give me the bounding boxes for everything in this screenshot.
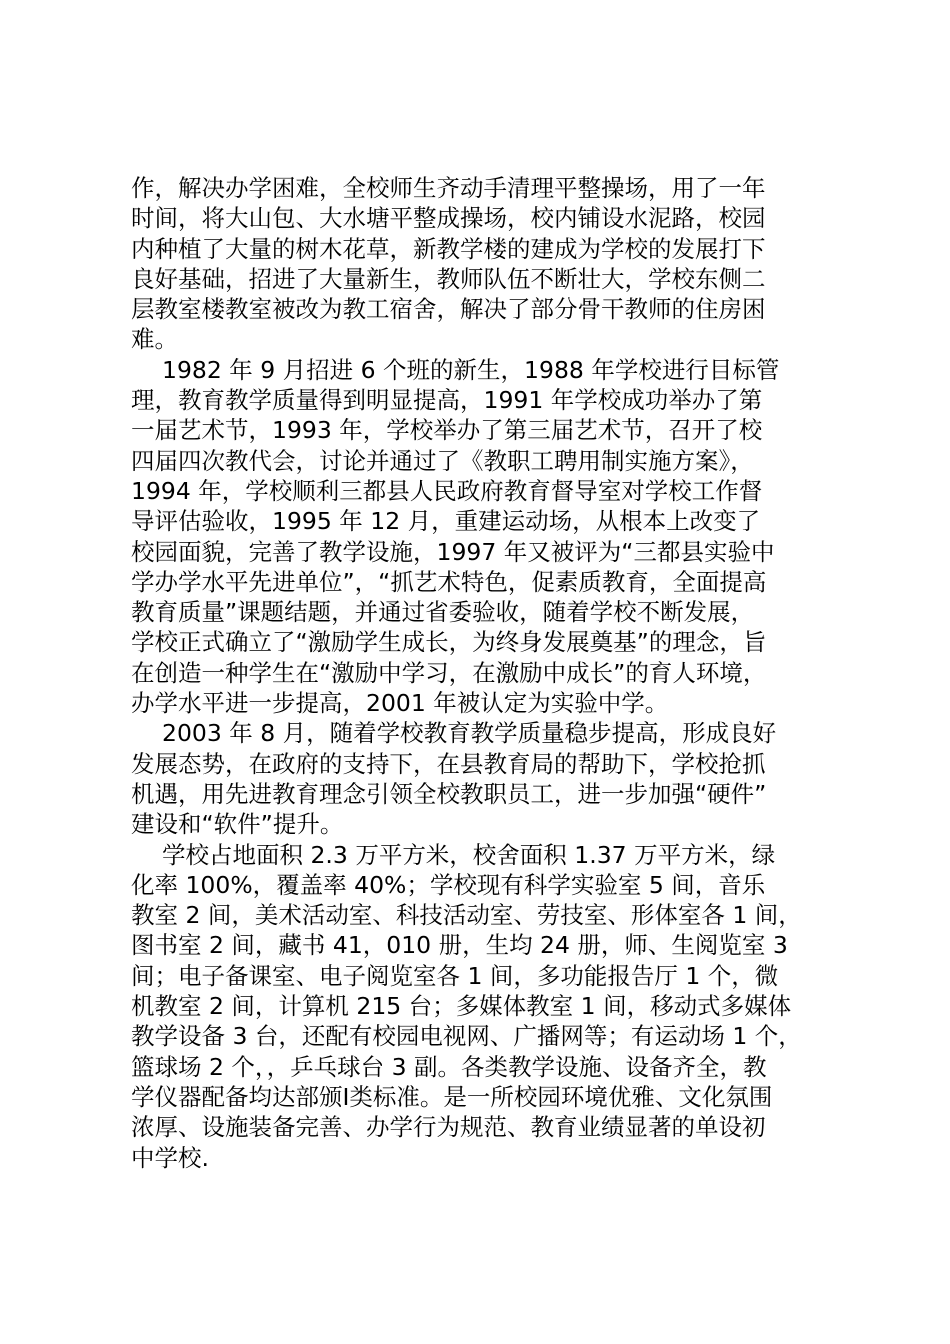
text-line: 学办学水平先进单位”，“抓艺术特色，促素质教育，全面提高 (131, 567, 767, 596)
text-line: 理，教育教学质量得到明显提高，1991 年学校成功举办了第 (131, 386, 763, 415)
text-line: 2003 年 8 月，随着学校教育教学质量稳步提高，形成良好 (162, 719, 777, 748)
text-line: 中学校. (131, 1143, 209, 1172)
text-line: 在创造一种学生在“激励中学习，在激励中成长”的育人环境， (131, 658, 767, 687)
text-line: 间；电子备课室、电子阅览室各 1 间，多功能报告厅 1 个，微 (131, 961, 779, 990)
text-line: 化率 100%，覆盖率 40%；学校现有科学实验室 5 间，音乐 (131, 870, 766, 899)
paragraph-1 (131, 173, 831, 355)
text-line: 浓厚、设施装备完善、办学行为规范、教育业绩显著的单设初 (131, 1113, 766, 1142)
text-line: 学校占地面积 2.3 万平方米，校舍面积 1.37 万平方米，绿 (162, 840, 776, 869)
text-line: 教育质量”课题结题，并通过省委验收，随着学校不断发展， (131, 598, 755, 627)
text-line: 学校正式确立了“激励学生成长，为终身发展奠基”的理念，旨 (131, 628, 767, 657)
text-line: 内种植了大量的树木花草，新教学楼的建成为学校的发展打下 (131, 234, 766, 263)
text-line: 校园面貌，完善了教学设施，1997 年又被评为“三都县实验中 (131, 537, 775, 566)
text-line: 难。 (131, 325, 178, 354)
text-line: 图书室 2 间，藏书 41，010 册，生均 24 册，师、生阅览室 3 (131, 931, 788, 960)
text-line: 教学设备 3 台，还配有校园电视网、广播网等；有运动场 1 个， (131, 1022, 802, 1051)
text-line: 导评估验收，1995 年 12 月，重建运动场，从根本上改变了 (131, 507, 761, 536)
text-line: 发展态势，在政府的支持下，在县教育局的帮助下，学校抢抓 (131, 749, 766, 778)
text-line: 良好基础，招进了大量新生，教师队伍不断壮大，学校东侧二 (131, 264, 766, 293)
text-line: 教室 2 间，美术活动室、科技活动室、劳技室、形体室各 1 间， (131, 901, 802, 930)
text-line: 机教室 2 间，计算机 215 台；多媒体教室 1 间，移动式多媒体 (131, 992, 792, 1021)
text-line: 学仪器配备均达部颁Ⅰ类标准。是一所校园环境优雅、文化氛围 (131, 1082, 773, 1111)
text-line: 篮球场 2 个，，乒乓球台 3 副。各类教学设施、设备齐全，教 (131, 1052, 767, 1081)
paragraph-4 (131, 840, 831, 1173)
text-line: 1994 年，学校顺利三都县人民政府教育督导室对学校工作督 (131, 476, 763, 505)
text-line: 建设和“软件”提升。 (131, 810, 344, 839)
text-line: 层教室楼教室被改为教工宿舍，解决了部分骨干教师的住房困 (131, 295, 766, 324)
paragraph-2 (131, 355, 831, 719)
text-line: 办学水平进一步提高，2001 年被认定为实验中学。 (131, 689, 669, 718)
text-line: 1982 年 9 月招进 6 个班的新生，1988 年学校进行目标管 (162, 355, 780, 384)
text-line: 时间，将大山包、大水塘平整成操场，校内铺设水泥路，校园 (131, 204, 766, 233)
paragraph-3 (131, 718, 831, 839)
text-line: 作，解决办学困难，全校师生齐动手清理平整操场，用了一年 (131, 174, 766, 202)
text-line: 机遇，用先进教育理念引领全校教职员工，进一步加强“硬件” (131, 779, 767, 808)
text-line: 一届艺术节，1993 年，学校举办了第三届艺术节，召开了校 (131, 416, 763, 445)
text-line: 四届四次教代会，讨论并通过了《教职工聘用制实施方案》， (131, 446, 754, 475)
document-body (131, 173, 831, 1173)
